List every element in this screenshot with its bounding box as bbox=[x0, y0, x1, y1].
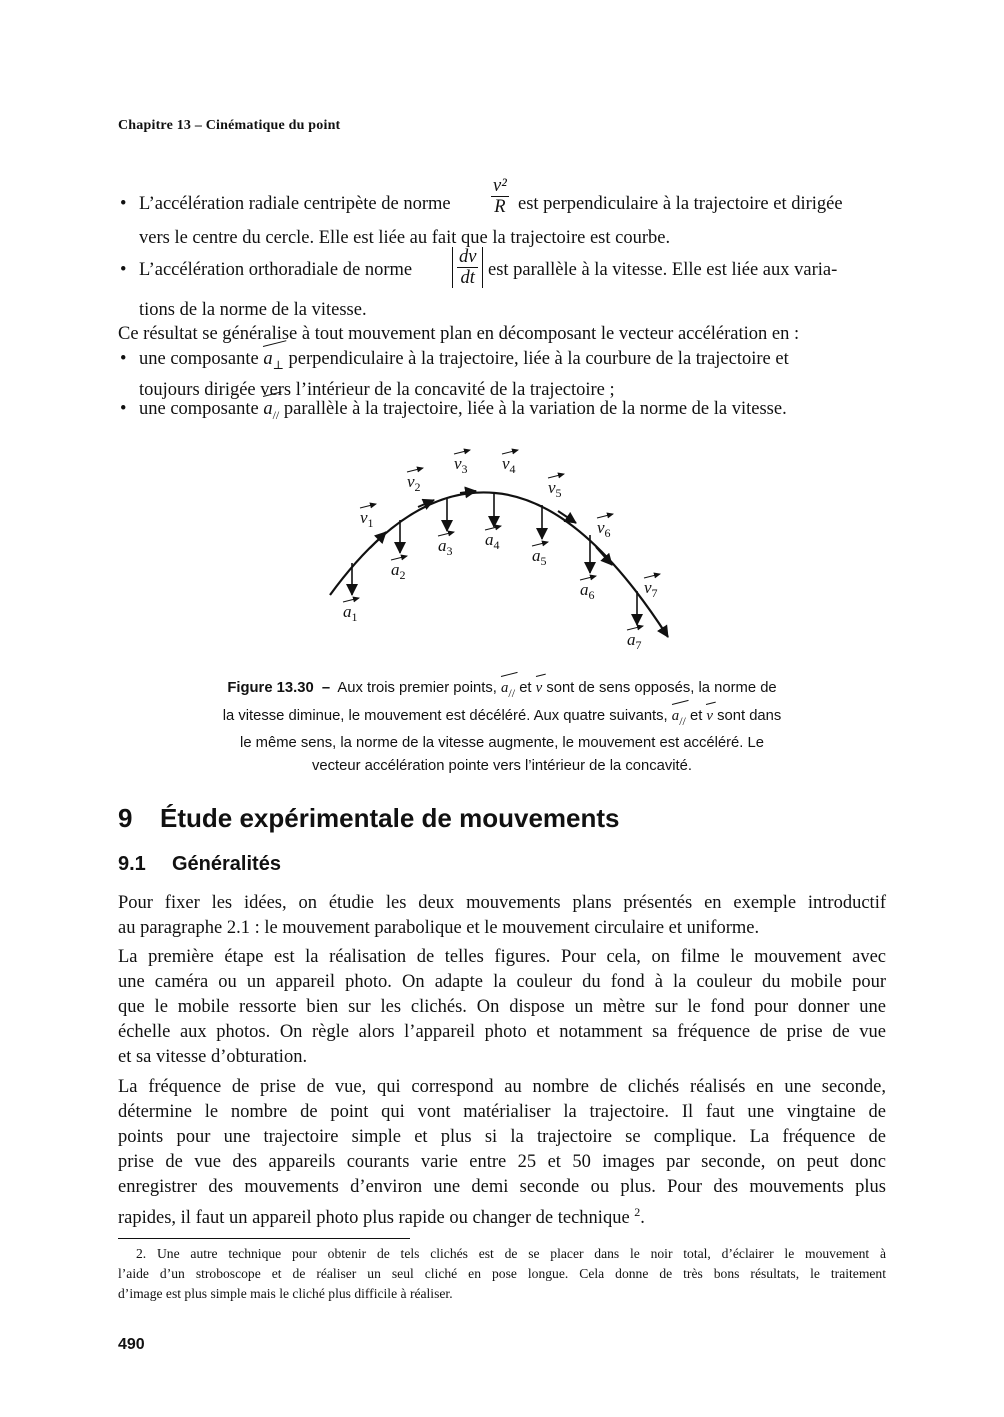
vector-a-parallel: $a_{//}$ bbox=[263, 397, 279, 428]
bullet-radial-line2: vers le centre du cercle. Elle est liée au fait que la trajectoire est courbe. bbox=[139, 228, 671, 248]
footnote-marker: 2. bbox=[136, 1246, 147, 1261]
section-number: 9 bbox=[118, 803, 133, 833]
acceleration-label-2: $a_2$ bbox=[391, 560, 406, 582]
velocity-arrow-1 bbox=[370, 532, 386, 548]
bullet-perpendicular bbox=[120, 347, 887, 403]
running-head bbox=[118, 118, 340, 134]
velocity-label-1-overarrow bbox=[360, 504, 376, 508]
footnote-reference: 2 bbox=[634, 1205, 641, 1219]
caption-line-1: Figure 13.30 – Aux trois premier points, $a_{//}$ et v sont de sens opposés, la norme de bbox=[160, 677, 844, 705]
bullet-radial bbox=[120, 176, 887, 251]
footnote: 2. Une autre technique pour obtenir de tels clichés est de se placer dans le noir total, d’éclairer le mouvement à l’aide d’un stroboscope et de réaliser un seul cliché en pose longue. Cela donne de très bons résultats, le traitement d’image est plus simple mais le cliché plus difficile à réaliser. bbox=[118, 1246, 886, 1301]
velocity-label-2-overarrow bbox=[407, 468, 423, 472]
running-head-title: Cinématique du point bbox=[205, 118, 341, 133]
paragraph-3: La fréquence de prise de vue, qui correspond au nombre de clichés réalisés en une seconde, détermine le nombre de point qui vont matérialiser la trajectoire. Il faut une vingtaine de points pour une trajectoire simple et plus si la trajectoire se complique. La fréquence de prise de vue des appareils courants varie entre 25 et 50 images par seconde, on peut donc enregistrer des mouvements d’environ une demi seconde ou plus. Pour des mouvements plus rapides, il faut un appareil photo plus rapide ou changer de technique $^2$. bbox=[118, 1077, 886, 1229]
vector-a-parallel-caption: $a_{//}$ bbox=[501, 677, 515, 705]
bullet-ortho-line2: tions de la norme de la vitesse. bbox=[139, 300, 367, 320]
velocity-label-6-overarrow bbox=[597, 514, 613, 518]
bullet-perp-line2: toujours dirigée vers l’intérieur de la concavité de la trajectoire ; bbox=[139, 380, 615, 400]
bullet-par-pre: une composante bbox=[139, 399, 264, 419]
caption-label: Figure 13.30 bbox=[227, 680, 314, 696]
trajectory-figure bbox=[300, 445, 700, 665]
subsection-heading bbox=[118, 853, 281, 876]
bullet-dot: • bbox=[120, 349, 127, 369]
fraction-denominator: dt bbox=[460, 268, 475, 288]
vector-a-perp: $a_\perp$ bbox=[263, 347, 284, 378]
velocity-label-7: $v_7$ bbox=[644, 578, 658, 600]
footnote-rule bbox=[118, 1238, 410, 1239]
bullet-parallel bbox=[120, 397, 887, 428]
running-head-dash: – bbox=[194, 118, 203, 133]
fraction-abs-dv-dt bbox=[452, 247, 483, 288]
acceleration-label-5: $a_5$ bbox=[532, 546, 547, 568]
bullet-radial-pre: L’accélération radiale centripète de norme bbox=[139, 194, 451, 214]
velocity-label-4-overarrow bbox=[502, 450, 518, 454]
bullet-dot: • bbox=[120, 194, 127, 214]
caption-dash: – bbox=[321, 680, 331, 696]
velocity-arrow-6 bbox=[596, 547, 612, 565]
figure-caption bbox=[160, 677, 844, 777]
acceleration-label-6: $a_6$ bbox=[580, 580, 595, 602]
velocity-label-2: $v_2$ bbox=[407, 472, 421, 494]
acceleration-label-3: $a_3$ bbox=[438, 536, 453, 558]
subsection-number: 9.1 bbox=[118, 853, 146, 875]
trajectory-curve bbox=[330, 492, 668, 637]
caption-line-3: le même sens, la norme de la vitesse augmente, le mouvement est accéléré. Le bbox=[240, 735, 764, 751]
caption-line-2: la vitesse diminue, le mouvement est décéléré. Aux quatre suivants, $a_{//}$ et v sont dans bbox=[160, 705, 844, 733]
velocity-label-3: $v_3$ bbox=[454, 454, 468, 476]
paragraph-2: La première étape est la réalisation de telles figures. Pour cela, on filme le mouvement avec une caméra ou un appareil photo. On adapte la couleur du fond à la couleur du mobile pour que le mobile ressorte bien sur les clichés. On dispose un mètre sur le fond pour donner une échelle aux photos. On règle alors l’appareil photo et notamment sa fréquence de prise de vue et sa vitesse d’obturation. bbox=[118, 947, 886, 1067]
fraction-v2-over-r bbox=[491, 176, 509, 217]
velocity-label-5-overarrow bbox=[548, 474, 564, 478]
bullet-dot: • bbox=[120, 260, 127, 280]
running-head-chapter: Chapitre 13 bbox=[118, 118, 192, 133]
fraction-numerator: dv bbox=[459, 247, 477, 267]
fraction-denominator: R bbox=[494, 197, 506, 217]
generalise-text: Ce résultat se généralise à tout mouvement plan en décomposant le vecteur accélération en : bbox=[118, 324, 800, 344]
acceleration-label-7: $a_7$ bbox=[627, 630, 642, 652]
subsection-title: Généralités bbox=[172, 853, 281, 875]
bullet-ortho-post: est parallèle à la vitesse. Elle est liée aux varia- bbox=[488, 260, 838, 280]
section-title: Étude expérimentale de mouvements bbox=[160, 803, 620, 833]
velocity-label-5: $v_5$ bbox=[548, 478, 562, 500]
velocity-label-3-overarrow bbox=[454, 450, 470, 454]
bullet-par-post: parallèle à la trajectoire, liée à la variation de la norme de la vitesse. bbox=[279, 399, 787, 419]
vector-a-parallel-caption-2: $a_{//}$ bbox=[672, 705, 686, 733]
bullet-radial-post: est perpendiculaire à la trajectoire et dirigée bbox=[518, 194, 843, 214]
vector-v-caption: v bbox=[536, 677, 543, 700]
velocity-label-6: $v_6$ bbox=[597, 518, 611, 540]
paragraph-1: Pour fixer les idées, on étudie les deux mouvements plans présentés en exemple introductif au paragraphe 2.1 : le mouvement parabolique et le mouvement circulaire et uniforme. bbox=[118, 893, 886, 938]
caption-line-4: vecteur accélération pointe vers l’intérieur de la concavité. bbox=[312, 757, 692, 774]
acceleration-label-1: $a_1$ bbox=[343, 602, 358, 624]
page-number: 490 bbox=[118, 1336, 145, 1353]
bullet-perp-post: perpendiculaire à la trajectoire, liée à la courbure de la trajectoire et bbox=[283, 349, 789, 369]
bullet-dot: • bbox=[120, 399, 127, 419]
section-heading bbox=[118, 803, 619, 834]
vector-v-caption-2: v bbox=[706, 705, 713, 728]
velocity-label-4: $v_4$ bbox=[502, 454, 516, 476]
bullet-perp-pre: une composante bbox=[139, 349, 264, 369]
velocity-label-1: $v_1$ bbox=[360, 508, 374, 530]
velocity-label-7-overarrow bbox=[644, 574, 660, 578]
fraction-numerator: v² bbox=[493, 176, 507, 196]
bullet-orthoradial bbox=[120, 245, 887, 323]
acceleration-label-4: $a_4$ bbox=[485, 530, 500, 552]
bullet-ortho-pre: L’accélération orthoradiale de norme bbox=[139, 260, 413, 280]
